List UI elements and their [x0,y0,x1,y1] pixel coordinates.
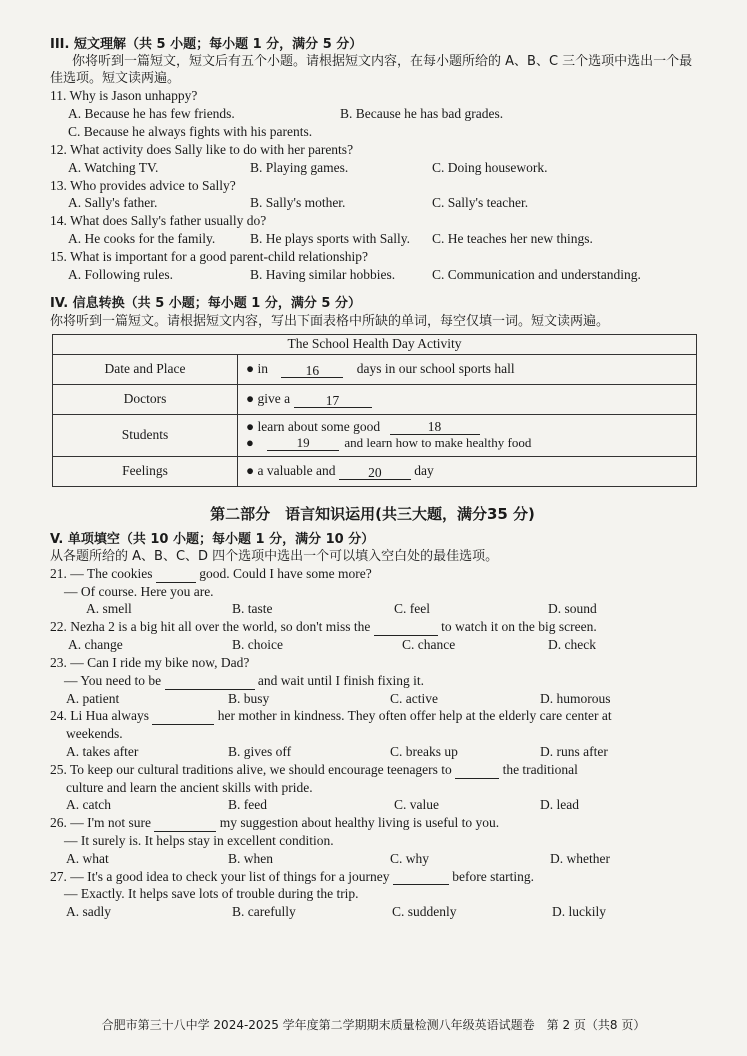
question-text: — Exactly. It helps save lots of trouble during the trip. [64,886,359,902]
question-text: her mother in kindness. They often offer help at the elderly care center at [217,708,612,724]
question-14 [50,212,695,248]
blank-24[interactable] [152,709,214,725]
option-b[interactable]: B. Playing games. [250,159,349,175]
blank-26[interactable] [154,816,216,832]
option-d[interactable]: D. luckily [552,904,606,920]
row-text: days in our school sports hall [356,361,515,377]
option-c[interactable]: C. feel [394,601,430,617]
question-text: — You need to be [64,672,162,688]
section-3-instruction: 你将听到一篇短文，短文后有五个小题。请根据短文内容，在每小题所给的 A、B、C 三个选项中选出一个最佳选项。短文读两遍。 [50,54,693,87]
question-13 [50,177,695,213]
option-c[interactable]: C. Communication and understanding. [432,266,641,282]
option-a[interactable]: A. Sally's father. [68,195,158,211]
options-row [68,194,695,212]
option-d[interactable]: D. check [548,637,596,653]
row-content [238,384,697,414]
blank-18[interactable]: 18 [390,419,480,435]
question-24 [50,707,695,760]
option-a[interactable]: A. Watching TV. [68,159,159,175]
option-b[interactable]: B. taste [232,601,273,617]
options-row [68,636,695,654]
question-stem: 11. Why is Jason unhappy? [50,88,198,104]
row-label: Date and Place [53,354,238,384]
section-4-instruction: 你将听到一篇短文。请根据短文内容，写出下面表格中所缺的单词，每空仅填一词。短文读两遍。 [50,313,610,329]
option-c[interactable]: C. Doing housework. [432,159,548,175]
section-5-instruction: 从各题所给的 A、B、C、D 四个选项中选出一个可以填入空白处的最佳选项。 [50,548,499,564]
question-stem: 12. What activity does Sally like to do with her parents? [50,141,354,157]
question-text: — Of course. Here you are. [64,583,214,599]
options-row [66,690,695,708]
row-content [238,354,697,384]
question-text: 21. — The cookies [50,565,153,581]
option-a[interactable]: A. catch [66,797,111,813]
option-c[interactable]: C. chance [402,637,456,653]
option-b[interactable]: B. He plays sports with Sally. [250,230,410,246]
option-a[interactable]: A. takes after [66,743,139,759]
question-text: before starting. [452,868,534,884]
option-d[interactable]: D. sound [548,601,597,617]
row-content [238,414,697,456]
option-a[interactable]: A. patient [66,690,120,706]
option-a[interactable]: A. He cooks for the family. [68,230,216,246]
table-row [53,456,697,486]
blank-21[interactable] [156,567,196,583]
row-text: a valuable and [257,463,336,479]
option-d[interactable]: D. humorous [540,690,611,706]
table-row [53,354,697,384]
question-text: — It surely is. It helps stay in excellent condition. [64,833,334,849]
options-row [68,159,695,177]
question-text: 24. Li Hua always [50,708,149,724]
option-c[interactable]: C. active [390,690,438,706]
question-text: the traditional [502,761,578,777]
question-23 [50,654,695,707]
option-b[interactable]: B. gives off [228,743,292,759]
row-text: day [414,463,434,479]
blank-20[interactable]: 20 [339,464,411,480]
question-stem: 15. What is important for a good parent-child relationship? [50,248,369,264]
bullet-icon: ● [246,435,254,451]
question-text: culture and learn the ancient skills with pride. [66,779,313,795]
question-text: 23. — Can I ride my bike now, Dad? [50,654,250,670]
option-b[interactable]: B. Sally's mother. [250,195,346,211]
question-22 [50,618,695,654]
question-text: 27. — It's a good idea to check your list of things for a journey [50,868,390,884]
question-27 [50,868,695,921]
option-c[interactable]: C. breaks up [390,743,458,759]
bullet-icon: ● [246,463,255,479]
part-2-title: 第二部分 语言知识运用(共三大题，满分35 分) [210,504,535,523]
options-row [68,230,695,248]
question-text: and wait until I finish fixing it. [257,672,424,688]
option-a[interactable]: A. change [68,637,123,653]
option-c[interactable]: C. value [394,797,439,813]
option-a[interactable]: A. Because he has few friends. [68,106,235,122]
question-text: good. Could I have some more? [199,565,372,581]
row-label: Doctors [53,384,238,414]
options-row [66,850,695,868]
row-text: give a [257,391,291,407]
question-text: 25. To keep our cultural traditions alive, we should encourage teenagers to [50,761,452,777]
table-title: The School Health Day Activity [53,334,697,354]
options-row [66,796,695,814]
option-a[interactable]: A. what [66,850,109,866]
question-21 [50,565,695,618]
row-content [238,456,697,486]
table-row [53,384,697,414]
question-11 [50,87,695,140]
table-row [53,414,697,456]
options-row [66,743,695,761]
option-a[interactable]: A. Following rules. [68,266,174,282]
option-a[interactable]: A. sadly [66,904,111,920]
option-b[interactable]: B. choice [232,637,283,653]
options-row [68,123,695,141]
option-b[interactable]: B. Having similar hobbies. [250,266,396,282]
option-c[interactable]: C. Because he always fights with his parents. [68,124,313,140]
blank-19[interactable]: 19 [267,435,339,451]
health-day-table [52,334,697,487]
question-15 [50,248,695,284]
row-label: Feelings [53,456,238,486]
option-c[interactable]: C. He teaches her new things. [432,230,593,246]
row-text: and learn how to make healthy food [344,435,532,451]
option-b[interactable]: B. busy [228,690,270,706]
option-d[interactable]: D. whether [550,850,610,866]
row-text: in [257,361,269,377]
option-d[interactable]: D. lead [540,797,579,813]
page-footer: 合肥市第三十八中学 2024-2025 学年度第二学期期末质量检测八年级英语试题卷 第 2 页（共8 页） [101,1018,646,1032]
bullet-icon: ● [246,419,255,435]
section-4-title: IV. 信息转换（共 5 小题；每小题 1 分，满分 5 分） [50,296,361,312]
bullet-icon: ● [246,361,255,377]
blank-27[interactable] [393,869,449,885]
option-b[interactable]: B. feed [228,797,267,813]
option-c[interactable]: C. suddenly [392,904,457,920]
question-text: 22. Nezha 2 is a big hit all over the world, so don't miss the [50,619,371,635]
section-5-title: V. 单项填空（共 10 小题；每小题 1 分，满分 10 分） [50,531,375,547]
question-26 [50,814,695,867]
options-row [68,105,695,123]
option-b[interactable]: B. Because he has bad grades. [340,106,504,122]
blank-23[interactable] [165,674,255,690]
question-text: to watch it on the big screen. [441,619,597,635]
option-c[interactable]: C. Sally's teacher. [432,195,529,211]
question-text: weekends. [66,726,123,742]
options-row [66,903,695,921]
blank-22[interactable] [374,620,438,636]
blank-25[interactable] [455,763,499,779]
question-stem: 13. Who provides advice to Sally? [50,177,236,193]
bullet-icon: ● [246,391,255,407]
option-d[interactable]: D. runs after [540,743,608,759]
section-3-title: III. 短文理解（共 5 小题；每小题 1 分，满分 5 分） [50,37,363,52]
question-12 [50,141,695,177]
row-label: Students [53,414,238,456]
option-c[interactable]: C. why [390,850,430,866]
options-row [68,266,695,284]
option-b[interactable]: B. carefully [232,904,296,920]
question-25 [50,761,695,814]
blank-17[interactable]: 17 [294,392,372,408]
options-row [86,600,695,618]
blank-16[interactable]: 16 [281,362,343,378]
option-a[interactable]: A. smell [86,601,132,617]
question-text: 26. — I'm not sure [50,815,152,831]
row-text: learn about some good [257,419,381,435]
option-b[interactable]: B. when [228,850,273,866]
question-text: my suggestion about healthy living is useful to you. [219,815,500,831]
question-stem: 14. What does Sally's father usually do? [50,213,267,229]
